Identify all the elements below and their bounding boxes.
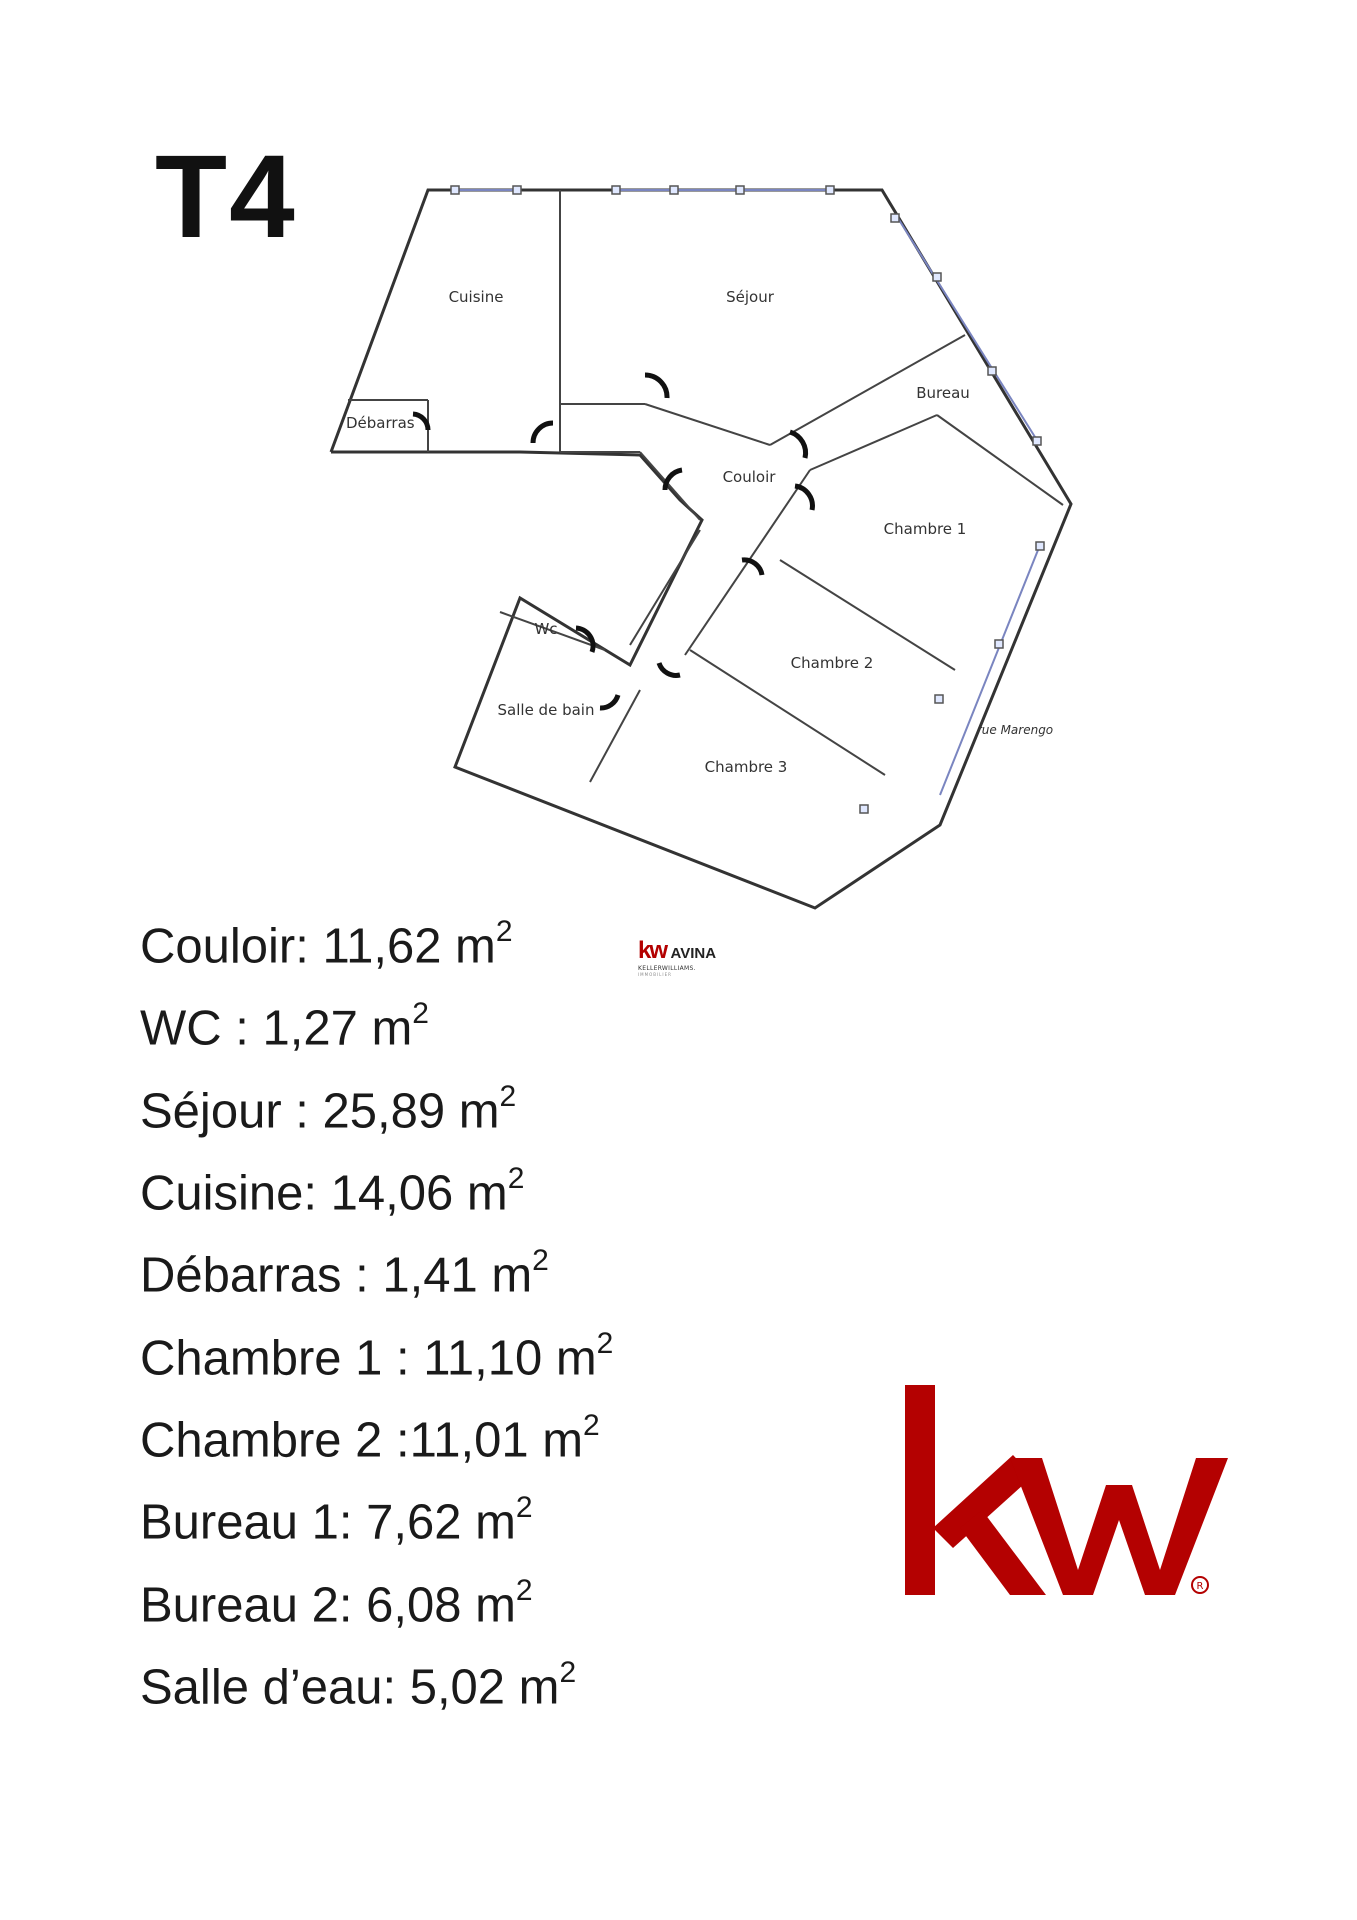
wall-bureau-chambre1 [810, 415, 937, 470]
area-item: Cuisine: 14,06 $m^2$ [140, 1161, 525, 1221]
kw-avina-small-logo [638, 937, 748, 977]
area-item: Salle d’eau: 5,02 $m^2$ [140, 1655, 577, 1715]
room-label-bureau: Bureau [916, 384, 970, 402]
floor-plan [0, 0, 1357, 920]
doors [413, 375, 812, 708]
wall-top [331, 190, 1071, 908]
small-logo-line2: IMMOBILIER [638, 972, 672, 977]
small-logo-kw: kw [638, 937, 667, 964]
registered-mark: R [1196, 1581, 1204, 1592]
kw-logo-mark [905, 1385, 1228, 1595]
area-list [140, 900, 613, 1723]
area-item: Chambre 2 :11,01 $m^2$ [140, 1408, 600, 1468]
area-item: Couloir: 11,62 $m^2$ [140, 915, 513, 974]
area-item: Séjour : 25,89 $m^2$ [140, 1079, 517, 1138]
room-label-debarras: Débarras [346, 414, 415, 432]
area-item: Bureau 1: 7,62 $m^2$ [140, 1491, 533, 1550]
wall-couloir-b [640, 452, 700, 520]
room-label-cuisine: Cuisine [448, 288, 504, 306]
page-title: T4 [155, 131, 297, 263]
small-logo-brand: AVINA [670, 945, 717, 962]
area-item: Chambre 1 : 11,10 $m^2$ [140, 1326, 614, 1385]
room-label-chambre-2: Chambre 2 [790, 654, 874, 672]
room-label-chambre-1: Chambre 1 [883, 520, 967, 538]
room-label-sejour: Séjour [726, 288, 774, 306]
room-label-chambre-3: Chambre 3 [704, 758, 788, 776]
small-logo-line1: KELLERWILLIAMS. [638, 965, 696, 972]
room-label-salle-de-bain: Salle de bain [497, 701, 595, 719]
area-item: Débarras : 1,41 $m^2$ [140, 1244, 549, 1303]
area-item: WC : 1,27 $m^2$ [140, 997, 429, 1056]
wall-couloir-a [645, 404, 770, 445]
kw-logo [900, 1380, 1240, 1610]
room-label-couloir: Couloir [722, 468, 776, 486]
wall-couloir-c [630, 530, 700, 645]
room-label-wc: Wc [534, 620, 558, 638]
street-label: rue Marengo [976, 723, 1054, 737]
area-item: Bureau 2: 6,08 $m^2$ [140, 1573, 533, 1632]
